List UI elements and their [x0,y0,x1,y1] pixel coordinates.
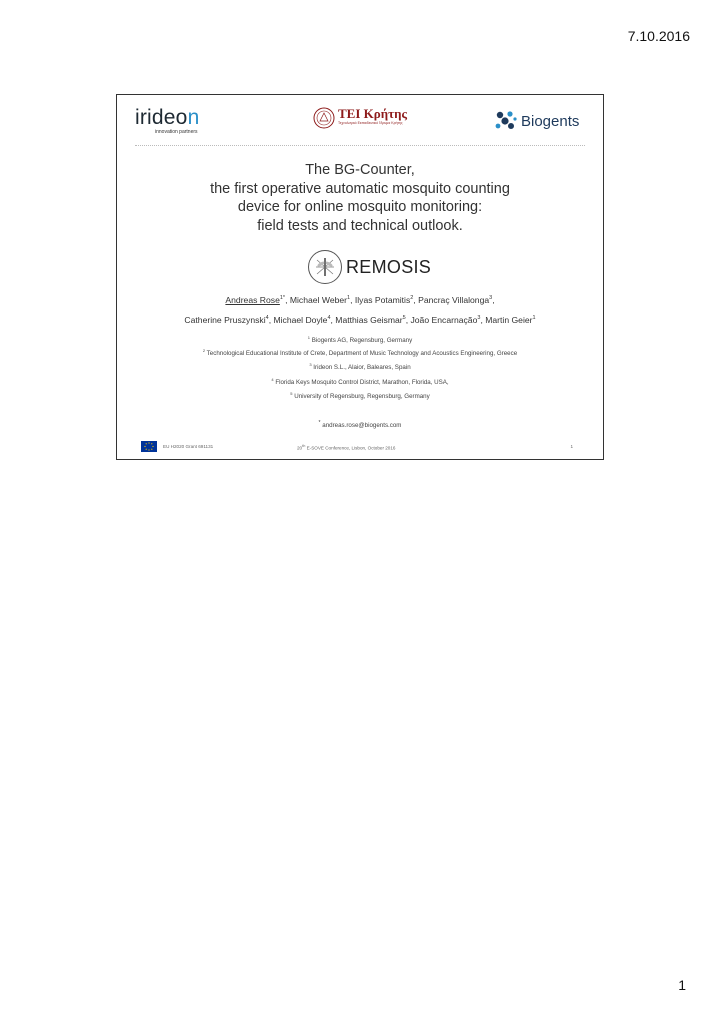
email-text: andreas.rose@biogents.com [320,422,402,430]
affiliation-text: Irideon S.L., Alaior, Baleares, Spain [311,364,411,372]
author-affiliation-mark: 5 [402,315,406,322]
author-name: Catherine Pruszynski [184,315,266,325]
author-separator: , [268,315,274,325]
affiliation-text: Florida Keys Mosquito Control District, Marathon, Florida, USA, [273,379,449,387]
title-line: device for online mosquito monitoring: [237,199,483,215]
affiliation-text: Technological Educational Institute of Crete, Department of Music Technology and Acoustics Engineering, Greece [205,350,518,358]
remosis-name: REMOSIS [346,256,432,277]
tei-seal-icon [313,107,335,129]
affiliation-number: 4 [271,377,274,382]
slide-footer [141,441,579,453]
author-name: João Encarnação [410,315,478,325]
authors-line-1 [117,295,603,305]
author-name: Michael Doyle [273,315,328,325]
affiliation [117,391,603,400]
slide-thumbnail [116,94,604,460]
irideon-tagline: innovation partners [155,129,198,135]
author-affiliation-mark: 1* [279,295,286,302]
affiliation-number: 2 [202,348,206,353]
tei-subtitle: Τεχνολογικό Εκπαιδευτικό Ίδρυμα Κρήτης [338,121,403,126]
irideon-logo [135,107,199,135]
author-affiliation-mark: 1 [532,315,536,322]
author-affiliation-mark: 4 [327,315,331,322]
author-name: Matthias Geismar [335,315,403,325]
email-marker: * [318,420,321,426]
biogents-mark-icon [494,109,518,133]
contact-email [117,420,603,429]
author-separator: , [350,295,355,305]
author-separator: , [492,295,495,305]
affiliation [117,362,603,371]
affiliation-number: 1 [307,335,311,340]
affiliation-text: Biogents AG, Regensburg, Germany [310,337,413,345]
logo-row [117,95,603,141]
author-separator: , [413,295,419,305]
biogents-logo [494,109,579,133]
title-line: The BG-Counter, [305,162,415,178]
author-separator: , [480,315,486,325]
conference-number: 20 [297,445,303,451]
author-separator: , [285,295,290,305]
conference-text [297,444,395,451]
author-affiliation-mark: 2 [410,295,414,302]
author-affiliation-mark: 3 [477,315,481,322]
eu-flag-icon [141,441,157,452]
affiliation-text: University of Regensburg, Regensburg, Germany [292,393,430,401]
title-line: field tests and technical outlook. [257,217,463,234]
authors-line-2 [117,315,603,325]
mosquito-icon [307,249,343,285]
affiliation-number: 5 [290,391,293,396]
author-name: Andreas Rose [225,295,280,305]
affiliation [117,377,603,386]
tei-name: ΤΕΙ Κρήτης [338,106,407,121]
affiliation [117,348,603,357]
author-separator: , [405,315,411,325]
biogents-name: Biogents [521,112,580,130]
author-affiliation-mark: 4 [265,315,269,322]
remosis-logo [307,249,431,285]
affiliation-number: 3 [309,362,312,367]
author-name: Martin Geier [485,315,533,325]
title-line: the first operative automatic mosquito counting [210,180,510,197]
header-divider [135,145,585,146]
irideon-logo-text-b: n [187,106,200,129]
author-name: Michael Weber [289,295,348,305]
author-name: Pancraç Villalonga [418,295,490,305]
slide-title [117,161,603,235]
slide-number: 1 [570,444,573,449]
conference-ordinal: th [302,444,306,448]
conference-name: E-SOVE Conference, Lisbon, October 2016 [305,445,396,451]
author-affiliation-mark: 1 [347,295,351,302]
affiliation [117,335,603,344]
tei-crete-logo [313,107,407,129]
grant-text: EU H2020 Grant 691131 [163,444,214,449]
author-separator: , [330,315,336,325]
irideon-logo-text-a: irideo [135,106,188,129]
page-date: 7.10.2016 [627,28,690,44]
author-name: Ilyas Potamitis [354,295,411,305]
page-number: 1 [678,977,686,993]
author-affiliation-mark: 3 [489,295,493,302]
